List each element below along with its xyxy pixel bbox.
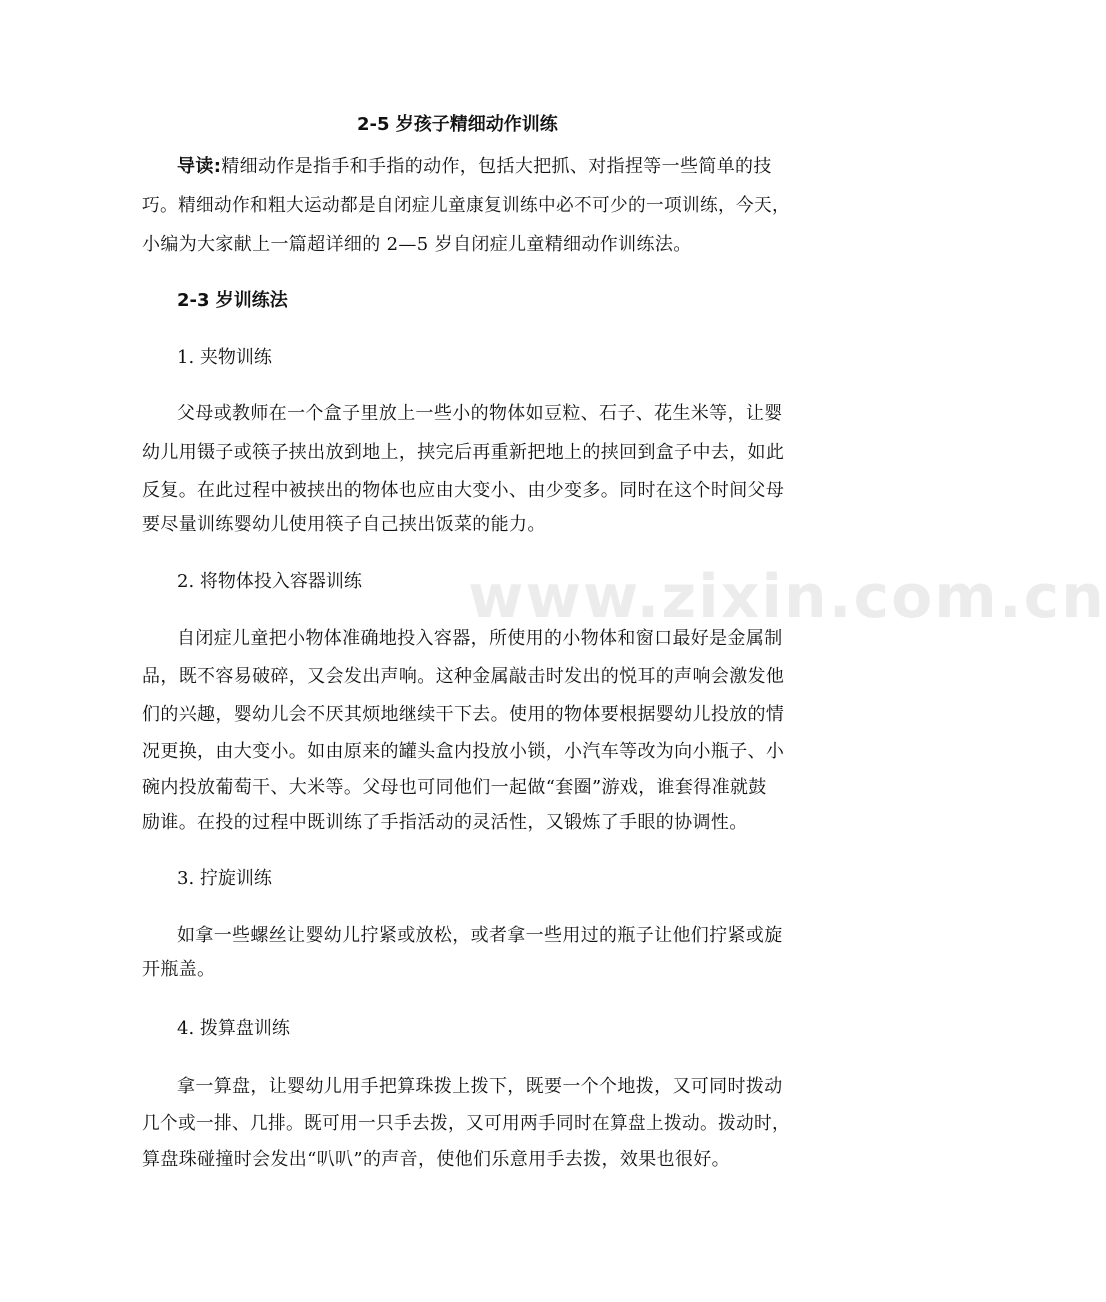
item-1-line-2: 幼儿用镊子或筷子挟出放到地上，挟完后再重新把地上的挟回到盒子中去，如此 — [142, 442, 785, 463]
item-1-line-1: 父母或教师在一个盒子里放上一些小的物体如豆粒、石子、花生米等，让婴 — [177, 403, 783, 424]
item-4-heading: 4. 拨算盘训练 — [177, 1018, 290, 1039]
item-3-line-1: 如拿一些螺丝让婴幼儿拧紧或放松，或者拿一些用过的瓶子让他们拧紧或旋 — [177, 925, 783, 946]
item-2-line-1: 自闭症儿童把小物体准确地投入容器，所使用的小物体和窗口最好是金属制 — [177, 628, 783, 649]
item-1-line-3: 反复。在此过程中被挟出的物体也应由大变小、由少变多。同时在这个时间父母 — [142, 480, 785, 501]
item-2-line-2: 品，既不容易破碎，又会发出声响。这种金属敲击时发出的悦耳的声响会激发他 — [142, 666, 785, 687]
item-1-heading: 1. 夹物训练 — [177, 347, 272, 368]
intro-line-3: 小编为大家献上一篇超详细的 2—5 岁自闭症儿童精细动作训练法。 — [142, 234, 692, 255]
item-3-line-2: 开瓶盖。 — [142, 959, 216, 980]
item-2-line-3: 们的兴趣，婴幼儿会不厌其烦地继续干下去。使用的物体要根据婴幼儿投放的情 — [142, 704, 785, 725]
document-title: 2-5 岁孩子精细动作训练 — [357, 114, 558, 135]
item-2-heading: 2. 将物体投入容器训练 — [177, 571, 362, 592]
item-4-line-3: 算盘珠碰撞时会发出“叭叭”的声音，使他们乐意用手去拨，效果也很好。 — [142, 1149, 730, 1170]
item-2-line-6: 励谁。在投的过程中既训练了手指活动的灵活性，又锻炼了手眼的协调性。 — [142, 812, 748, 833]
intro-label: 导读: — [177, 156, 222, 177]
intro-line-1 — [177, 155, 772, 179]
watermark: www.zixin.com.cn — [468, 562, 1106, 632]
item-2-line-4: 况更换，由大变小。如由原来的罐头盒内投放小锁，小汽车等改为向小瓶子、小 — [142, 741, 785, 762]
intro-line-2: 巧。精细动作和粗大运动都是自闭症儿童康复训练中必不可少的一项训练，今天， — [142, 195, 790, 216]
item-3-heading: 3. 拧旋训练 — [177, 868, 272, 889]
intro-text: 精细动作是指手和手指的动作，包括大把抓、对指捏等一些简单的技 — [221, 156, 772, 177]
section-heading: 2-3 岁训练法 — [177, 290, 288, 311]
item-2-line-5: 碗内投放葡萄干、大米等。父母也可同他们一起做“套圈”游戏，谁套得准就鼓 — [142, 777, 767, 798]
item-4-line-1: 拿一算盘，让婴幼儿用手把算珠拨上拨下，既要一个个地拨，又可同时拨动 — [177, 1076, 783, 1097]
item-1-line-4: 要尽量训练婴幼儿使用筷子自己挟出饭菜的能力。 — [142, 514, 546, 535]
item-4-line-2: 几个或一排、几排。既可用一只手去拨，又可用两手同时在算盘上拨动。拨动时， — [142, 1113, 790, 1134]
